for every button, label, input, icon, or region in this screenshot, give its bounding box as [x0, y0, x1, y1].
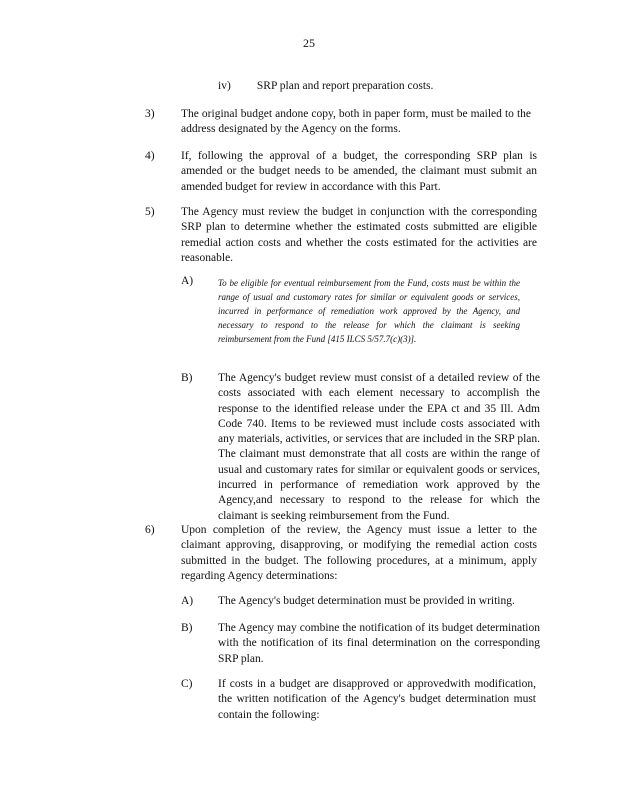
item-label: 5)	[145, 206, 155, 218]
item-text: If, following the approval of a budget, the corresponding SRP plan is amended or the budget needs to be amended, the claimant must submit an amended budget for review in accordance with this Part.	[181, 150, 537, 193]
item-text: If costs in a budget are disapproved or approvedwith modification, the written notification of the Agency's budget determination must contain the following:	[218, 678, 536, 721]
item-label: 6)	[145, 524, 155, 536]
item-text: The Agency may combine the notification of its budget determination with the notification of its final determination on the corresponding SRP plan.	[218, 622, 540, 665]
item-text: SRP plan and report preparation costs.	[256, 80, 434, 92]
item-label: iv)	[218, 80, 231, 92]
item-text: Upon completion of the review, the Agency must issue a letter to the claimant approving, disapproving, or modifying the remedial action costs submitted in the budget. The following procedures, at a minimum, apply regarding Agency determinations:	[181, 524, 537, 582]
item-label: B)	[181, 622, 193, 634]
item-label: 4)	[145, 150, 155, 162]
item-text: The Agency's budget determination must be provided in writing.	[218, 595, 515, 607]
item-text: The original budget andone copy, both in paper form, must be mailed to the address designated by the Agency on the forms.	[181, 108, 531, 136]
item-label: A)	[181, 595, 194, 607]
item-label: A)	[181, 275, 194, 287]
item-text: The Agency's budget review must consist of a detailed review of the costs associated with each element necessary to accomplish the response to the identified release under the EPA ct and 35 Ill. Adm Code 740. Items to be reviewed must include costs associated with any materials, activities, or services that are included in the SRP plan. The claimant must demonstrate that all costs are within the range of usual and customary rates for similar or equivalent goods or services, incurred in performance of remediation work approved by the Agency,and necessary to respond to the release for which the claimant is seeking reimbursement from the Fund.	[218, 372, 540, 522]
item-text: The Agency must review the budget in conjunction with the corresponding SRP plan to determine whether the estimated costs submitted are eligible remedial action costs and whether the costs estimated for the activities are reasonable.	[181, 206, 537, 264]
item-label: 3)	[145, 108, 155, 120]
page-number: 25	[303, 36, 315, 50]
item-text: To be eligible for eventual reimbursement from the Fund, costs must be within the range of usual and customary rates for similar or equivalent goods or services, incurred in performance of remediation work approved by the Agency, and necessary to respond to the release for which the claimant is seeking reimbursement from the Fund [415 ILCS 5/57.7(c)(3)].	[218, 278, 520, 344]
list-item-iv	[218, 80, 433, 92]
item-label: B)	[181, 372, 193, 384]
item-label: C)	[181, 678, 193, 690]
